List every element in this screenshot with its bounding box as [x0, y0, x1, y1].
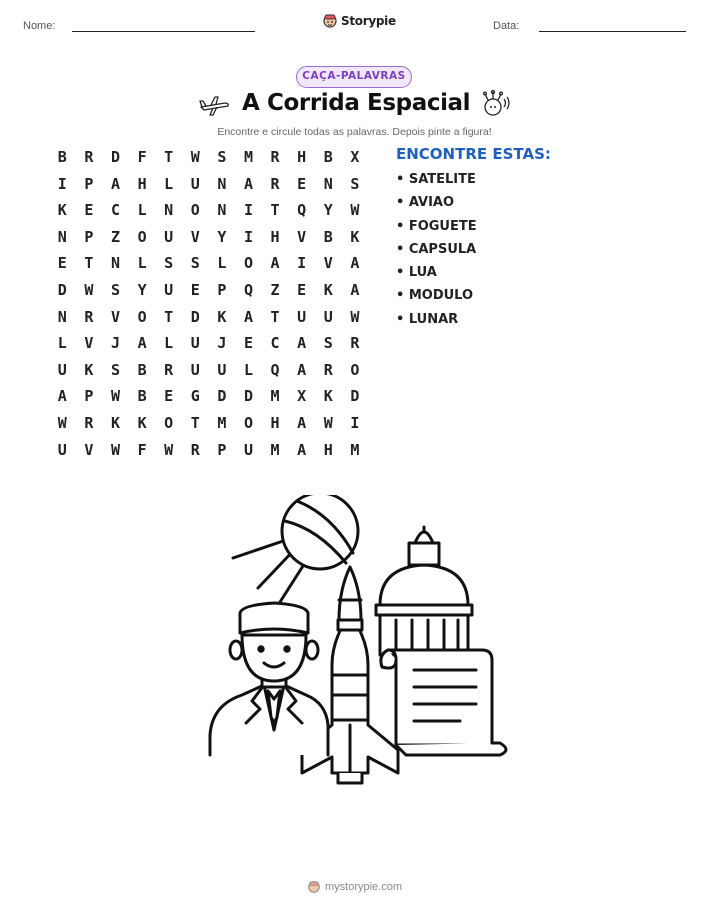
grid-letter: W [323, 413, 333, 432]
grid-letter: L [164, 334, 174, 353]
grid-letter: K [350, 227, 360, 246]
grid-letter: U [217, 360, 227, 379]
grid-letter: I [297, 254, 307, 273]
grid-letter: W [164, 440, 174, 459]
grid-letter: R [270, 174, 280, 193]
satellite-drawing [233, 495, 358, 602]
date-line [539, 31, 686, 32]
grid-letter: W [350, 201, 360, 220]
grid-letter: J [110, 334, 120, 353]
grid-letter: O [350, 360, 360, 379]
grid-letter: L [137, 201, 147, 220]
grid-letter: L [243, 360, 253, 379]
grid-row [49, 254, 368, 281]
grid-letter: D [350, 387, 360, 406]
grid-letter: Y [137, 280, 147, 299]
footer-url: mystorypie.com [325, 881, 403, 893]
grid-letter: A [243, 307, 253, 326]
grid-letter: N [323, 174, 333, 193]
grid-row [49, 281, 368, 308]
grid-letter: O [137, 227, 147, 246]
grid-letter: U [297, 307, 307, 326]
grid-letter: O [243, 254, 253, 273]
grid-letter: W [110, 440, 120, 459]
grid-letter: H [270, 227, 280, 246]
grid-letter: A [57, 387, 67, 406]
grid-letter: O [190, 201, 200, 220]
grid-letter: K [323, 280, 333, 299]
grid-letter: V [110, 307, 120, 326]
grid-letter: U [57, 440, 67, 459]
grid-letter: B [137, 387, 147, 406]
grid-letter: Y [323, 201, 333, 220]
grid-letter: W [190, 148, 200, 166]
word-list [396, 172, 477, 335]
grid-letter: Q [270, 360, 280, 379]
grid-letter: L [57, 334, 67, 353]
grid-letter: P [217, 440, 227, 459]
grid-letter: A [350, 280, 360, 299]
grid-letter: H [270, 413, 280, 432]
grid-letter: V [84, 334, 94, 353]
page-title: A Corrida Espacial [242, 90, 471, 116]
grid-letter: K [323, 387, 333, 406]
word-list-item: • LUA [396, 265, 437, 281]
grid-row [49, 387, 368, 414]
grid-letter: E [243, 334, 253, 353]
grid-letter: D [57, 280, 67, 299]
grid-letter: K [137, 413, 147, 432]
grid-letter: K [57, 201, 67, 220]
name-line [72, 31, 255, 32]
grid-letter: K [84, 360, 94, 379]
airplane-icon [198, 95, 230, 117]
date-label: Data: [493, 20, 520, 32]
grid-letter: R [84, 148, 94, 166]
grid-letter: A [243, 174, 253, 193]
brand-logo [322, 13, 396, 29]
grid-letter: W [110, 387, 120, 406]
grid-letter: K [217, 307, 227, 326]
grid-letter: V [190, 227, 200, 246]
grid-letter: T [190, 413, 200, 432]
grid-row [49, 201, 368, 228]
grid-letter: Z [110, 227, 120, 246]
space-race-illustration [200, 495, 510, 795]
grid-letter: A [297, 440, 307, 459]
grid-letter: T [84, 254, 94, 273]
grid-letter: B [57, 148, 67, 166]
grid-letter: R [323, 360, 333, 379]
grid-letter: W [84, 280, 94, 299]
grid-letter: V [297, 227, 307, 246]
grid-row [49, 308, 368, 335]
grid-letter: R [84, 307, 94, 326]
grid-letter: Z [270, 280, 280, 299]
grid-letter: T [270, 201, 280, 220]
grid-letter: C [110, 201, 120, 220]
word-list-item: • LUNAR [396, 311, 459, 327]
word-list-item: • SATELITE [396, 172, 476, 187]
grid-letter: U [243, 440, 253, 459]
word-search-grid [49, 148, 368, 467]
grid-letter: R [190, 440, 200, 459]
grid-letter: L [164, 174, 174, 193]
grid-letter: A [297, 360, 307, 379]
grid-letter: D [110, 148, 120, 166]
grid-letter: E [84, 201, 94, 220]
grid-letter: D [243, 387, 253, 406]
grid-letter: B [323, 148, 333, 166]
grid-letter: G [190, 387, 200, 406]
astronaut-drawing [210, 603, 328, 755]
grid-letter: Q [297, 201, 307, 220]
grid-letter: X [297, 387, 307, 406]
grid-letter: H [137, 174, 147, 193]
grid-letter: B [323, 227, 333, 246]
grid-letter: M [217, 413, 227, 432]
grid-letter: D [217, 387, 227, 406]
grid-letter: T [270, 307, 280, 326]
grid-letter: R [350, 334, 360, 353]
grid-letter: S [217, 148, 227, 166]
grid-letter: A [297, 413, 307, 432]
grid-row [49, 414, 368, 441]
grid-letter: T [164, 307, 174, 326]
grid-letter: S [190, 254, 200, 273]
grid-letter: P [84, 227, 94, 246]
grid-letter: U [190, 174, 200, 193]
word-list-item: • CAPSULA [396, 241, 477, 257]
grid-letter: O [243, 413, 253, 432]
satellite-icon [479, 90, 513, 120]
grid-letter: N [57, 307, 67, 326]
grid-letter: U [190, 334, 200, 353]
grid-letter: O [137, 307, 147, 326]
grid-letter: I [350, 413, 360, 432]
grid-letter: Y [217, 227, 227, 246]
grid-letter: U [57, 360, 67, 379]
grid-letter: M [243, 148, 253, 166]
footer [307, 880, 402, 894]
grid-letter: N [164, 201, 174, 220]
grid-letter: M [270, 440, 280, 459]
grid-letter: I [243, 201, 253, 220]
grid-letter: V [323, 254, 333, 273]
name-label: Nome: [23, 20, 56, 32]
storypie-mascot-icon [322, 13, 338, 29]
grid-letter: U [323, 307, 333, 326]
grid-letter: E [297, 280, 307, 299]
grid-letter: S [110, 360, 120, 379]
grid-row [49, 228, 368, 255]
grid-letter: H [297, 148, 307, 166]
grid-letter: S [164, 254, 174, 273]
grid-letter: L [137, 254, 147, 273]
grid-letter: A [270, 254, 280, 273]
grid-letter: O [164, 413, 174, 432]
grid-letter: P [217, 280, 227, 299]
grid-letter: S [350, 174, 360, 193]
grid-letter: J [217, 334, 227, 353]
grid-letter: F [137, 148, 147, 166]
word-list-item: • FOGUETE [396, 218, 477, 234]
grid-letter: R [270, 148, 280, 166]
grid-letter: U [190, 360, 200, 379]
grid-letter: K [110, 413, 120, 432]
grid-letter: N [110, 254, 120, 273]
capitol-drawing [376, 527, 472, 655]
brand-name: Storypie [341, 14, 396, 28]
grid-letter: E [57, 254, 67, 273]
grid-letter: A [297, 334, 307, 353]
grid-letter: I [57, 174, 67, 193]
grid-letter: U [164, 280, 174, 299]
grid-letter: X [350, 148, 360, 166]
scroll-drawing [381, 650, 506, 755]
grid-row [49, 148, 368, 175]
grid-letter: R [84, 413, 94, 432]
grid-letter: N [217, 174, 227, 193]
grid-letter: R [164, 360, 174, 379]
grid-row [49, 175, 368, 202]
grid-letter: T [164, 148, 174, 166]
category-badge: CAÇA-PALAVRAS [296, 66, 412, 88]
grid-letter: N [217, 201, 227, 220]
grid-letter: P [84, 174, 94, 193]
grid-row [49, 361, 368, 388]
grid-letter: V [84, 440, 94, 459]
grid-letter: E [297, 174, 307, 193]
grid-letter: E [190, 280, 200, 299]
grid-letter: F [137, 440, 147, 459]
grid-row [49, 334, 368, 361]
storypie-mascot-icon [307, 880, 321, 894]
grid-letter: P [84, 387, 94, 406]
grid-letter: C [270, 334, 280, 353]
instructions: Encontre e circule todas as palavras. Depois pinte a figura! [217, 126, 492, 138]
grid-letter: W [57, 413, 67, 432]
grid-letter: W [350, 307, 360, 326]
grid-letter: I [243, 227, 253, 246]
grid-letter: M [270, 387, 280, 406]
grid-row [49, 441, 368, 468]
grid-letter: M [350, 440, 360, 459]
grid-letter: E [164, 387, 174, 406]
grid-letter: A [110, 174, 120, 193]
word-list-item: • MODULO [396, 288, 474, 304]
grid-letter: H [323, 440, 333, 459]
grid-letter: Q [243, 280, 253, 299]
grid-letter: A [350, 254, 360, 273]
grid-letter: A [137, 334, 147, 353]
grid-letter: S [110, 280, 120, 299]
grid-letter: D [190, 307, 200, 326]
grid-letter: U [164, 227, 174, 246]
word-list-title: ENCONTRE ESTAS: [396, 145, 551, 163]
word-list-item: • AVIAO [396, 195, 455, 211]
grid-letter: B [137, 360, 147, 379]
grid-letter: N [57, 227, 67, 246]
grid-letter: S [323, 334, 333, 353]
grid-letter: L [217, 254, 227, 273]
